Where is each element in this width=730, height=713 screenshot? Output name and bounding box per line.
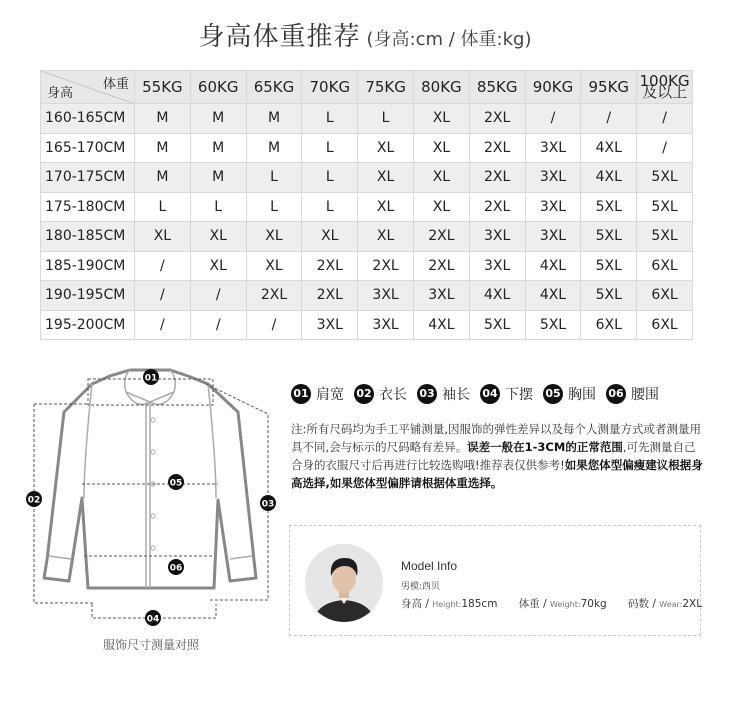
legend-label: 腰围 [631,387,659,403]
table-row [41,222,693,252]
size-cell: XL [358,222,414,252]
size-cell: 3XL [358,310,414,340]
size-cell: XL [135,222,191,252]
legend-item [543,384,596,404]
size-cell: 2XL [469,104,525,134]
table-row [41,310,693,340]
size-cell: 2XL [302,281,358,311]
size-cell: M [246,133,302,163]
size-cell: 2XL [469,163,525,193]
size-cell: XL [190,222,246,252]
svg-text:02: 02 [27,495,41,506]
size-note [291,420,706,492]
size-cell: 5XL [581,192,637,222]
model-height: 身高 / Height:185cm [401,598,498,610]
size-cell: 4XL [413,310,469,340]
legend-number-badge: 02 [354,384,374,404]
note-part-2: 误差一般在1-3CM的正常范围 [467,440,623,454]
size-cell: 6XL [637,310,693,340]
size-cell: XL [246,251,302,281]
size-recommendation-table [40,70,693,340]
size-cell: / [581,104,637,134]
note-part-3: ,可先测量自己合身的衣服尺寸后再进行比较选购哦!推荐表仅供参考! [291,440,696,472]
size-cell: 2XL [469,133,525,163]
size-cell: 3XL [413,281,469,311]
legend-label: 袖长 [442,387,470,403]
legend-item [291,384,344,404]
legend-number-badge: 05 [543,384,563,404]
weight-column-header: 80KG [413,71,469,104]
diagram-caption: 服饰尺寸测量对照 [102,638,199,652]
size-cell: / [190,281,246,311]
weight-column-header: 60KG [190,71,246,104]
size-cell: 3XL [302,310,358,340]
height-row-header: 165-170CM [41,133,135,163]
size-cell: XL [358,192,414,222]
size-cell: XL [190,251,246,281]
legend-label: 衣长 [379,387,407,403]
measurement-legend [291,384,711,404]
legend-number-badge: 04 [480,384,500,404]
size-cell: M [190,163,246,193]
height-row-header: 195-200CM [41,310,135,340]
size-cell: 4XL [581,163,637,193]
size-cell: 2XL [469,192,525,222]
note-part-4: 如果您体型偏瘦建议根据身高选择,如果您体型偏胖请根据体重选择。 [291,458,703,490]
garment-measurement-diagram [22,360,290,635]
weight-column-header: 70KG [302,71,358,104]
size-cell: M [135,163,191,193]
model-wear: 码数 / Wear:2XL [628,598,703,610]
size-cell: M [190,133,246,163]
marker-03 [260,495,276,511]
marker-05 [168,474,184,490]
height-row-header: 180-185CM [41,222,135,252]
weight-column-header: 65KG [246,71,302,104]
size-cell: XL [413,192,469,222]
legend-item [354,384,407,404]
model-name: 男模:西贝 [401,582,441,592]
size-cell: 4XL [525,251,581,281]
table-row [41,133,693,163]
size-cell: 5XL [581,251,637,281]
svg-text:04: 04 [146,614,160,625]
legend-item [480,384,533,404]
size-cell: M [190,104,246,134]
size-cell: / [637,133,693,163]
size-cell: XL [413,104,469,134]
size-cell: L [302,133,358,163]
size-cell: 5XL [637,192,693,222]
size-cell: 3XL [525,163,581,193]
table-row [41,104,693,134]
table-corner-cell [41,71,135,104]
height-row-header: 190-195CM [41,281,135,311]
size-cell: / [190,310,246,340]
title-main: 身高体重推荐 [198,22,361,52]
legend-number-badge: 03 [417,384,437,404]
height-row-header: 175-180CM [41,192,135,222]
legend-number-badge: 01 [291,384,311,404]
legend-item [417,384,470,404]
size-cell: 2XL [413,222,469,252]
svg-text:01: 01 [144,373,158,384]
model-info-card [289,525,701,636]
model-avatar [305,544,383,622]
table-row [41,192,693,222]
size-cell: XL [413,163,469,193]
size-cell: L [190,192,246,222]
table-header-row [41,71,693,104]
size-cell: 3XL [469,222,525,252]
marker-02 [26,491,42,507]
note-part-1: 注:所有尺码均为手工平铺测量,因服饰的弹性差异以及每个人测量方式或者测量用具不同,会与标示的尺码略有差异。 [291,422,702,454]
weight-column-header: 55KG [135,71,191,104]
size-cell: M [135,104,191,134]
size-cell: 2XL [358,251,414,281]
svg-text:06: 06 [169,563,183,574]
model-portrait-icon [305,544,383,622]
size-cell: 5XL [469,310,525,340]
size-cell: XL [246,222,302,252]
weight-column-header: 90KG [525,71,581,104]
size-cell: / [135,310,191,340]
legend-number-badge: 06 [606,384,626,404]
size-cell: 6XL [637,281,693,311]
size-cell: L [135,192,191,222]
table-row [41,163,693,193]
legend-label: 胸围 [568,387,596,403]
size-cell: 5XL [581,222,637,252]
size-cell: 3XL [469,251,525,281]
size-cell: XL [358,133,414,163]
size-cell: XL [413,133,469,163]
size-cell: 2XL [246,281,302,311]
marker-04 [145,610,161,626]
table-row [41,281,693,311]
model-info-title: Model Info [401,559,458,573]
legend-item [606,384,659,404]
size-cell: L [246,192,302,222]
size-cell: 5XL [637,163,693,193]
size-cell: / [135,251,191,281]
legend-label: 肩宽 [316,387,344,403]
marker-01 [143,369,159,385]
size-cell: 6XL [581,310,637,340]
weight-column-header: 100KG及以上 [637,71,693,104]
height-row-header: 170-175CM [41,163,135,193]
corner-label-weight: 体重 [102,77,129,92]
size-cell: L [302,192,358,222]
marker-06 [168,559,184,575]
size-cell: 5XL [525,310,581,340]
size-cell: 2XL [302,251,358,281]
size-cell: M [246,104,302,134]
size-cell: / [246,310,302,340]
size-cell: M [135,133,191,163]
page-title [0,16,730,53]
table-row [41,251,693,281]
size-cell: 6XL [637,251,693,281]
svg-text:03: 03 [261,499,275,510]
size-cell: 5XL [637,222,693,252]
size-cell: L [358,104,414,134]
size-cell: L [302,104,358,134]
model-weight: 体重 / Weight:70kg [518,598,607,610]
size-cell: 5XL [581,281,637,311]
size-cell: 4XL [469,281,525,311]
size-cell: L [246,163,302,193]
size-cell: 2XL [413,251,469,281]
svg-text:05: 05 [169,478,183,489]
size-cell: / [637,104,693,134]
height-row-header: 160-165CM [41,104,135,134]
size-cell: 3XL [525,192,581,222]
size-cell: L [302,163,358,193]
size-cell: 3XL [525,133,581,163]
size-cell: 3XL [358,281,414,311]
size-cell: / [135,281,191,311]
model-stats [401,596,720,611]
height-row-header: 185-190CM [41,251,135,281]
title-sub: (身高:cm / 体重:kg) [366,29,532,50]
weight-column-header: 75KG [358,71,414,104]
size-cell: / [525,104,581,134]
corner-label-height: 身高 [47,86,74,101]
size-cell: 4XL [581,133,637,163]
legend-label: 下摆 [505,387,533,403]
weight-column-header: 95KG [581,71,637,104]
size-cell: 3XL [525,222,581,252]
size-cell: XL [358,163,414,193]
size-cell: 4XL [525,281,581,311]
size-cell: XL [302,222,358,252]
weight-column-header: 85KG [469,71,525,104]
